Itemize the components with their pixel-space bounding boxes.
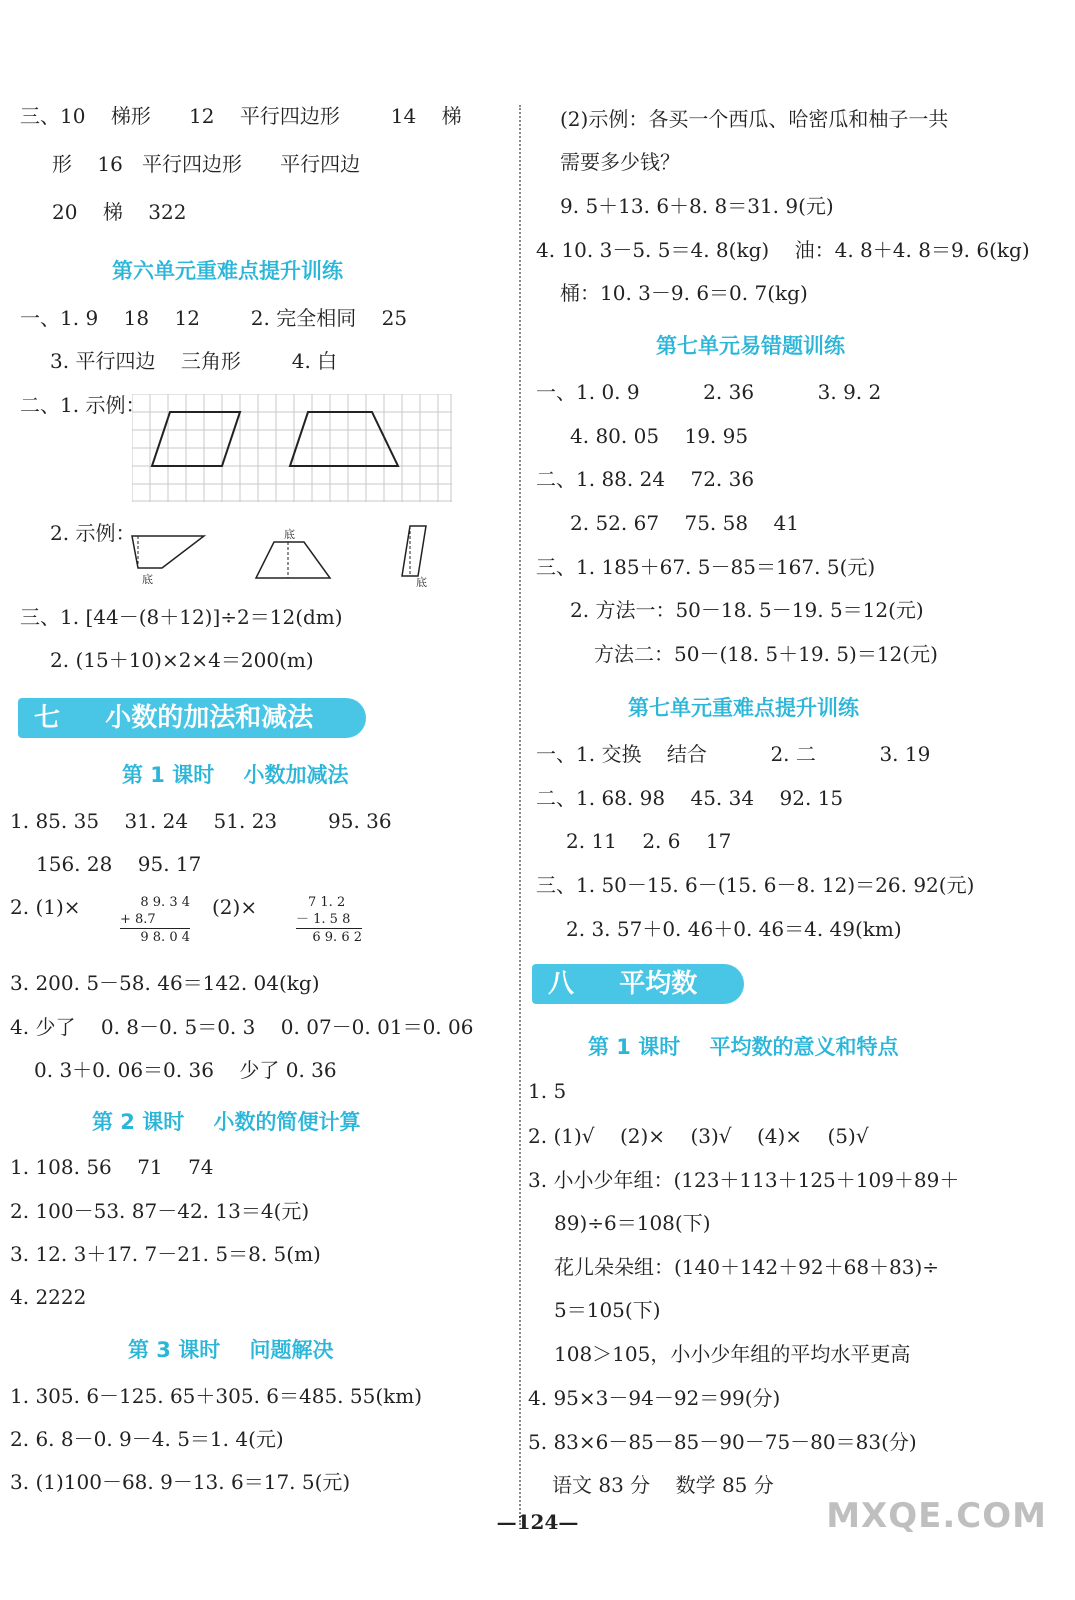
a-line-6: 5＝105(下) <box>554 1298 661 1322</box>
u6-line-6: 2. (15＋10)×2×4＝200(m) <box>50 648 314 672</box>
l3-line-2: 2. 6. 8－0. 9－4. 5＝1. 4(元) <box>10 1427 284 1451</box>
k-line-3: 2. 11 2. 6 17 <box>566 829 732 853</box>
k-line-1: 一、1. 交换 结合 2. 二 3. 19 <box>536 742 931 766</box>
l1-line-6: 0. 3＋0. 06＝0. 36 少了 0. 36 <box>34 1058 337 1082</box>
u6-line-4: 2. 示例： <box>50 521 136 545</box>
k-line-2: 二、1. 68. 98 45. 34 92. 15 <box>536 786 844 810</box>
vc2-top: 7 1. 2 <box>308 895 346 910</box>
e-line-6: 2. 方法一：50－18. 5－19. 5＝12(元) <box>570 598 924 622</box>
r-line-5: 桶：10. 3－9. 6＝0. 7(kg) <box>560 281 808 305</box>
u6-line-1: 一、1. 9 18 12 2. 完全相同 25 <box>20 306 408 330</box>
a-line-2: 2. (1)√ (2)× (3)√ (4)× (5)√ <box>528 1124 869 1148</box>
heading-lesson-3: 第 3 课时 问题解决 <box>128 1338 334 1362</box>
vc1-bot: 9 8. 0 4 <box>140 930 190 945</box>
vc1-mid: + 8.7 <box>120 911 190 929</box>
l3-line-1: 1. 305. 6－125. 65＋305. 6＝485. 55(km) <box>10 1384 423 1408</box>
heading-unit6-key: 第六单元重难点提升训练 <box>112 259 343 283</box>
svg-text:底: 底 <box>142 573 153 586</box>
u6-line-2: 3. 平行四边 三角形 4. 白 <box>50 349 338 373</box>
l1-line-4: 3. 200. 5－58. 46＝142. 04(kg) <box>10 971 320 995</box>
u5-line-3: 20 梯 322 <box>52 200 187 224</box>
e-line-4: 2. 52. 67 75. 58 41 <box>570 511 799 535</box>
a-line-9: 5. 83×6－85－85－90－75－80＝83(分) <box>528 1430 917 1454</box>
vc1-top: 8 9. 3 4 <box>140 895 190 910</box>
heading-lesson-1: 第 1 课时 小数加减法 <box>122 763 349 787</box>
r-line-1: (2)示例：各买一个西瓜、哈密瓜和柚子一共 <box>560 107 949 131</box>
heading-unit7-errors: 第七单元易错题训练 <box>656 334 845 358</box>
vertical-calc-2 <box>296 894 362 946</box>
r-line-4: 4. 10. 3－5. 5＝4. 8(kg) 油：4. 8＋4. 8＝9. 6(kg) <box>536 238 1030 262</box>
k-line-5: 2. 3. 57＋0. 46＋0. 46＝4. 49(km) <box>566 917 902 941</box>
page-number: —124— <box>496 1510 579 1534</box>
e-line-5: 三、1. 185＋67. 5－85＝167. 5(元) <box>536 555 876 579</box>
e-line-7: 方法二：50－(18. 5＋19. 5)＝12(元) <box>594 642 938 666</box>
u6-line-5: 三、1. [44－(8＋12)]÷2＝12(dm) <box>20 605 343 629</box>
trapezoid-shape <box>290 412 398 466</box>
l1-line-2: 156. 28 95. 17 <box>36 852 202 876</box>
grid-figure <box>132 394 452 502</box>
svg-text:底: 底 <box>416 576 427 589</box>
u6-line-3: 二、1. 示例： <box>20 393 146 417</box>
parallelogram-shape <box>152 412 240 466</box>
vc2-bot: 6 9. 6 2 <box>312 930 362 945</box>
e-line-2: 4. 80. 05 19. 95 <box>570 424 749 448</box>
l2-line-1: 1. 108. 56 71 74 <box>10 1155 214 1179</box>
a-line-8: 4. 95×3－94－92＝99(分) <box>528 1386 781 1410</box>
watermark: MXQE.COM <box>826 1496 1047 1536</box>
e-line-3: 二、1. 88. 24 72. 36 <box>536 467 755 491</box>
l1-line-1: 1. 85. 35 31. 24 51. 23 95. 36 <box>10 809 392 833</box>
u5-line-1: 三、10 梯形 12 平行四边形 14 梯 <box>20 104 462 128</box>
a-line-10: 语文 83 分 数学 85 分 <box>552 1473 774 1497</box>
base-height-figures <box>126 522 456 592</box>
r-line-3: 9. 5＋13. 6＋8. 8＝31. 9(元) <box>560 194 834 218</box>
l1-line-5: 4. 少了 0. 8－0. 5＝0. 3 0. 07－0. 01＝0. 06 <box>10 1015 474 1039</box>
a-line-4: 89)÷6＝108(下) <box>554 1211 711 1235</box>
chapter-banner-8: 八 平均数 <box>532 964 744 1004</box>
l2-line-3: 3. 12. 3＋17. 7－21. 5＝8. 5(m) <box>10 1242 321 1266</box>
chapter-banner-7: 七 小数的加法和减法 <box>18 698 366 738</box>
e-line-1: 一、1. 0. 9 2. 36 3. 9. 2 <box>536 380 882 404</box>
a-line-1: 1. 5 <box>528 1079 567 1103</box>
vc2-mid: － 1. 5 8 <box>296 911 362 929</box>
l2-line-4: 4. 2222 <box>10 1285 87 1309</box>
a-line-7: 108＞105，小小少年组的平均水平更高 <box>554 1342 911 1366</box>
heading-unit7-key: 第七单元重难点提升训练 <box>628 696 859 720</box>
heading-average-lesson: 第 1 课时 平均数的意义和特点 <box>588 1035 899 1059</box>
column-divider <box>519 105 521 1525</box>
a-line-5: 花儿朵朵组：(140＋142＋92＋68＋83)÷ <box>554 1255 940 1279</box>
heading-lesson-2: 第 2 课时 小数的简便计算 <box>92 1110 361 1134</box>
a-line-3: 3. 小小少年组：(123＋113＋125＋109＋89＋ <box>528 1168 960 1192</box>
l1-line-3b: (2)× <box>212 895 258 919</box>
r-line-2: 需要多少钱？ <box>560 150 680 174</box>
k-line-4: 三、1. 50－15. 6－(15. 6－8. 12)＝26. 92(元) <box>536 873 975 897</box>
vertical-calc-1 <box>120 894 190 946</box>
svg-text:底: 底 <box>284 528 295 541</box>
l1-line-3a: 2. (1)× <box>10 895 81 919</box>
l2-line-2: 2. 100－53. 87－42. 13＝4(元) <box>10 1199 310 1223</box>
l3-line-3: 3. (1)100－68. 9－13. 6＝17. 5(元) <box>10 1470 351 1494</box>
u5-line-2: 形 16 平行四边形 平行四边 <box>52 152 361 176</box>
